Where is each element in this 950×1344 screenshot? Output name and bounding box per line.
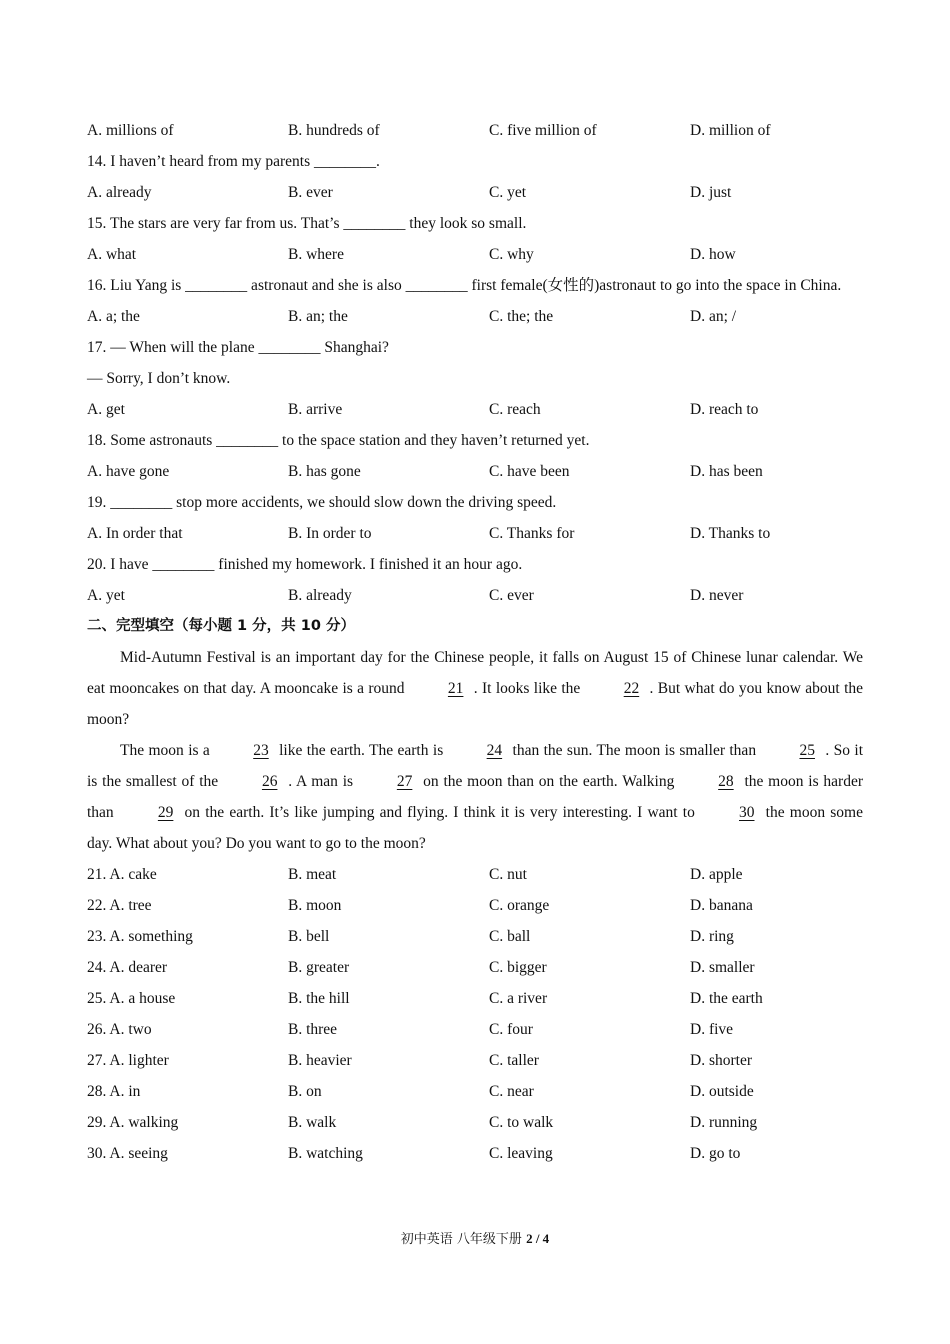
option-b: B. arrive [288, 401, 343, 418]
option-b: B. an; the [288, 308, 348, 325]
cloze-text: . But what do you know about the moon? [87, 680, 864, 728]
option-b: B. already [288, 587, 352, 604]
question-19-stem: 19. ________ stop more accidents, we should slow down the driving speed. [87, 494, 557, 511]
option-d: D. Thanks to [690, 525, 771, 542]
cloze-29-options [87, 1107, 863, 1138]
option-d: D. shorter [690, 1052, 752, 1069]
option-d: D. ring [690, 928, 734, 945]
option-c: C. a river [489, 990, 548, 1007]
option-a: A. yet [87, 587, 125, 604]
question-15-stem: 15. The stars are very far from us. That’s ________ they look so small. [87, 215, 527, 232]
cloze-text: than the sun. The moon is smaller than [508, 742, 761, 759]
cloze-25-options [87, 983, 863, 1014]
option-a: A. In order that [87, 525, 183, 542]
option-a: A. what [87, 246, 137, 263]
question-18-options [87, 456, 863, 487]
option-a: 23. A. something [87, 928, 193, 945]
option-c: C. the; the [489, 308, 554, 325]
blank-21: 21 [447, 680, 464, 697]
blank-30: 30 [739, 804, 755, 821]
cloze-text: on the moon than on the earth. Walking [418, 773, 680, 790]
option-d: D. go to [690, 1145, 741, 1162]
option-c: C. have been [489, 463, 570, 480]
option-d: D. million of [690, 122, 771, 139]
option-c: C. why [489, 246, 534, 263]
cloze-27-options [87, 1045, 863, 1076]
option-d: D. reach to [690, 401, 759, 418]
option-c: C. leaving [489, 1145, 553, 1162]
exam-page [87, 115, 863, 1169]
footer-text: 初中英语 八年级下册 [400, 1232, 527, 1247]
cloze-24-options [87, 952, 863, 983]
option-c: C. Thanks for [489, 525, 575, 542]
cloze-text: the moon is harder than [87, 773, 864, 821]
option-a: 24. A. dearer [87, 959, 168, 976]
question-17-options [87, 394, 863, 425]
option-c: C. near [489, 1083, 534, 1100]
question-20-stem: 20. I have ________ finished my homework. I finished it an hour ago. [87, 556, 523, 573]
option-c: C. reach [489, 401, 541, 418]
option-b: B. greater [288, 959, 350, 976]
option-c: C. orange [489, 897, 550, 914]
cloze-text: . So it is the smallest of the [87, 742, 864, 790]
option-b: B. walk [288, 1114, 337, 1131]
option-d: D. has been [690, 463, 763, 480]
cloze-text: The moon is a [120, 742, 215, 759]
question-20-options [87, 580, 863, 611]
question-16-options [87, 301, 863, 332]
option-c: C. bigger [489, 959, 547, 976]
option-b: B. meat [288, 866, 337, 883]
question-18-stem: 18. Some astronauts ________ to the space station and they haven’t returned yet. [87, 432, 590, 449]
option-c: C. ball [489, 928, 531, 945]
option-d: D. outside [690, 1083, 754, 1100]
cloze-text: on the earth. It’s like jumping and flying. I think it is very interesting. I want to [179, 804, 700, 821]
question-14-stem: 14. I haven’t heard from my parents ________. [87, 153, 380, 170]
question-17-stem: 17. — When will the plane ________ Shanghai? [87, 339, 389, 356]
option-a: 27. A. lighter [87, 1052, 169, 1069]
blank-26: 26 [261, 773, 278, 790]
question-16-stem: 16. Liu Yang is ________ astronaut and she is also ________ first female(女性的)astronaut to go into the space in China. [87, 277, 842, 294]
option-c: C. five million of [489, 122, 597, 139]
option-c: C. nut [489, 866, 527, 883]
cloze-text: like the earth. The earth is [274, 742, 448, 759]
option-a: 29. A. walking [87, 1114, 179, 1131]
option-d: D. never [690, 587, 744, 604]
blank-28: 28 [718, 773, 734, 790]
blank-25: 25 [799, 742, 815, 759]
blank-23: 23 [253, 742, 269, 759]
option-c: C. yet [489, 184, 527, 201]
option-d: D. smaller [690, 959, 755, 976]
blank-24: 24 [486, 742, 503, 759]
question-15-options [87, 239, 863, 270]
option-b: B. ever [288, 184, 333, 201]
option-d: D. apple [690, 866, 743, 883]
option-a: 30. A. seeing [87, 1145, 168, 1162]
option-a: 28. A. in [87, 1083, 141, 1100]
page-footer [0, 1228, 950, 1247]
option-a: A. have gone [87, 463, 170, 480]
cloze-paragraph-2 [87, 735, 863, 859]
option-b: B. has gone [288, 463, 361, 480]
option-b: B. moon [288, 897, 342, 914]
cloze-28-options [87, 1076, 863, 1107]
option-a: 22. A. tree [87, 897, 152, 914]
page-number: 2 / 4 [526, 1231, 550, 1246]
question-14-options [87, 177, 863, 208]
option-d: D. just [690, 184, 732, 201]
option-d: D. running [690, 1114, 758, 1131]
cloze-22-options [87, 890, 863, 921]
option-b: B. where [288, 246, 344, 263]
cloze-23-options [87, 921, 863, 952]
cloze-26-options [87, 1014, 863, 1045]
option-d: D. five [690, 1021, 734, 1038]
option-a: 25. A. a house [87, 990, 176, 1007]
cloze-30-options [87, 1138, 863, 1169]
section-2-title: 二、完型填空（每小题 1 分，共 10 分） [87, 618, 355, 634]
option-b: B. watching [288, 1145, 363, 1162]
q13-options [87, 115, 863, 146]
option-b: B. heavier [288, 1052, 352, 1069]
blank-29: 29 [157, 804, 174, 821]
option-c: C. to walk [489, 1114, 554, 1131]
option-a: A. already [87, 184, 152, 201]
option-a: 26. A. two [87, 1021, 152, 1038]
cloze-21-options [87, 859, 863, 890]
cloze-text: . A man is [283, 773, 358, 790]
question-19-options [87, 518, 863, 549]
option-a: A. a; the [87, 308, 140, 325]
option-c: C. taller [489, 1052, 539, 1069]
blank-27: 27 [396, 773, 413, 790]
option-a: A. get [87, 401, 125, 418]
option-d: D. how [690, 246, 736, 263]
option-b: B. bell [288, 928, 330, 945]
option-a: 21. A. cake [87, 866, 157, 883]
cloze-text: the moon some day. What about you? Do you want to go to the moon? [87, 804, 863, 852]
option-b: B. In order to [288, 525, 372, 542]
question-17-reply: — Sorry, I don’t know. [87, 370, 231, 387]
option-d: D. the earth [690, 990, 763, 1007]
option-a: A. millions of [87, 122, 174, 139]
option-b: B. on [288, 1083, 322, 1100]
option-c: C. four [489, 1021, 533, 1038]
option-d: D. banana [690, 897, 753, 914]
blank-22: 22 [623, 680, 640, 697]
option-b: B. the hill [288, 990, 350, 1007]
option-b: B. three [288, 1021, 338, 1038]
option-b: B. hundreds of [288, 122, 380, 139]
option-d: D. an; / [690, 308, 737, 325]
option-c: C. ever [489, 587, 534, 604]
cloze-text: Mid-Autumn Festival is an important day for the Chinese people, it falls on August 15 of Chinese lunar calendar. We eat mooncakes on that day. A mooncake is a round [87, 649, 863, 697]
cloze-paragraph-1 [87, 642, 863, 735]
cloze-text: . It looks like the [469, 680, 585, 697]
